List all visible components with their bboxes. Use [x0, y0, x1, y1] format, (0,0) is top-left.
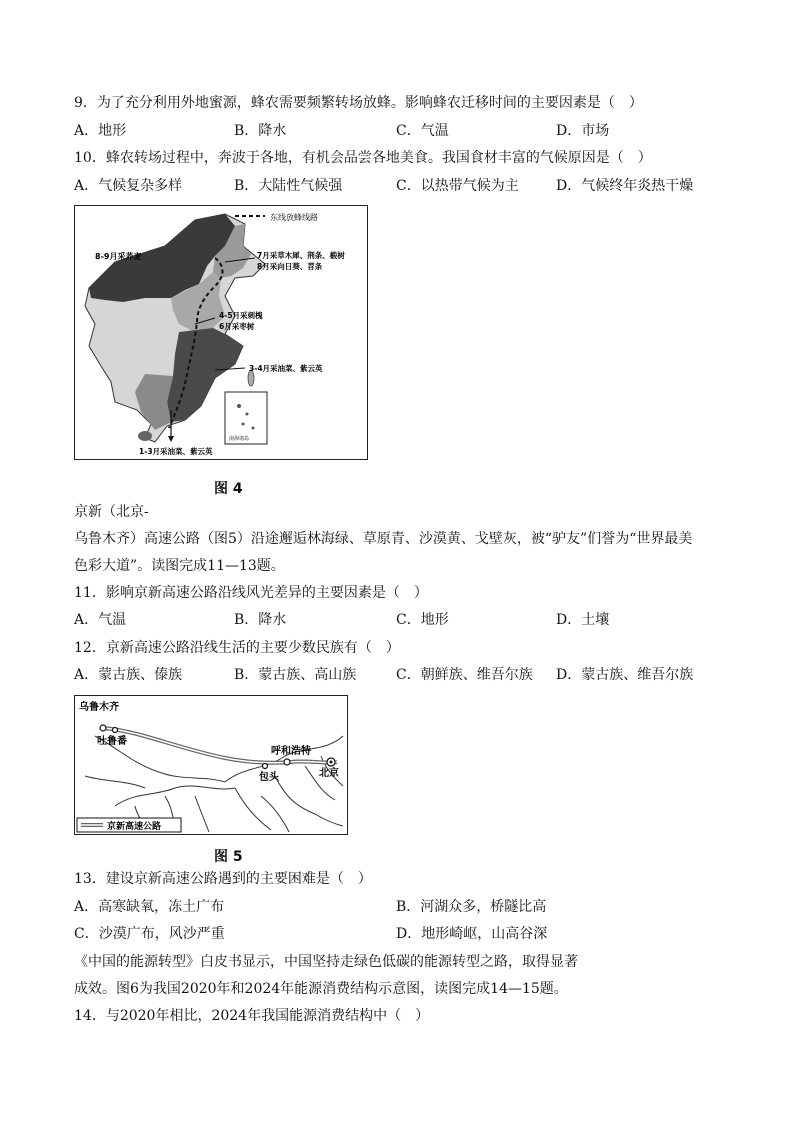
q9-option-d: D．市场: [556, 123, 610, 139]
q11-stem: 11．影响京新高速公路沿线风光差异的主要因素是（ ）: [74, 585, 428, 601]
q11-option-d: D．土壤: [556, 612, 610, 628]
q9-option-c: C．气温: [396, 123, 449, 139]
figure-4-caption: 图 4: [214, 481, 243, 497]
q13-option-a: A．高寒缺氧，冻土广布: [74, 899, 225, 915]
figure-4-label-1: 8-9月采荞麦: [95, 252, 142, 261]
q10-stem: 10．蜂农转场过程中，奔波于各地，有机会品尝各地美食。我国食材丰富的气候原因是（ ）: [74, 150, 652, 166]
q12-option-b: B．蒙古族、高山族: [234, 667, 357, 683]
figure-5-city-baotou: 包头: [259, 772, 279, 783]
q9-option-a: A．地形: [74, 123, 127, 139]
figure-5-city-hohhot: 呼和浩特: [271, 746, 311, 757]
q13-option-c: C．沙漠广布，风沙严重: [74, 926, 225, 942]
figure-4-legend: 东线放蜂线路: [270, 213, 318, 222]
q12-stem: 12．京新高速公路沿线生活的主要少数民族有（ ）: [74, 640, 400, 656]
figure-5-svg: [75, 696, 347, 834]
intro-11-13-line-3: 色彩大道”。读图完成11—13题。: [74, 558, 285, 574]
q9-option-b: B．降水: [234, 123, 287, 139]
figure-4-label-2a: 7月采草木犀、荆条、椴树: [257, 251, 345, 260]
intro-11-13-line-2: 乌鲁木齐）高速公路（图5）沿途邂逅林海绿、草原青、沙漠黄、戈壁灰，被“驴友”们誉为“世界最美: [74, 531, 693, 547]
intro-14-15-line-1: 《中国的能源转型》白皮书显示，中国坚持走绿色低碳的能源转型之路，取得显著: [74, 954, 578, 970]
figure-5-legend-label: 京新高速公路: [107, 822, 162, 832]
figure-5-map: [74, 695, 348, 835]
q10-option-d: D．气候终年炎热干燥: [556, 178, 694, 194]
figure-5-caption: 图 5: [214, 849, 243, 865]
q12-option-c: C．朝鲜族、维吾尔族: [396, 667, 533, 683]
q10-option-c: C．以热带气候为主: [396, 178, 519, 194]
q11-option-c: C．地形: [396, 612, 449, 628]
figure-5-city-beijing: 北京: [319, 768, 339, 779]
intro-14-15-line-2: 成效。图6为我国2020年和2024年能源消费结构示意图，读图完成14—15题。: [74, 981, 568, 997]
figure-5-city-turpan: 吐鲁番: [97, 736, 127, 747]
intro-11-13-line-1: 京新（北京-: [74, 504, 149, 520]
q14-stem: 14．与2020年相比，2024年我国能源消费结构中（ ）: [74, 1008, 430, 1024]
q11-option-b: B．降水: [234, 612, 287, 628]
figure-4-inset-label: 南海诸岛: [229, 436, 250, 442]
figure-4-label-4: 3-4月采油菜、紫云英: [249, 364, 323, 373]
figure-5-city-urumqi: 乌鲁木齐: [79, 702, 119, 713]
q12-option-a: A．蒙古族、傣族: [74, 667, 183, 683]
q12-option-d: D．蒙古族、维吾尔族: [556, 667, 694, 683]
q11-option-a: A．气温: [74, 612, 127, 628]
figure-4-label-5: 1-3月采油菜、紫云英: [139, 447, 213, 456]
figure-4-svg: [75, 206, 367, 459]
q13-option-d: D．地形崎岖，山高谷深: [396, 926, 548, 942]
figure-4-map: [74, 205, 368, 460]
q13-stem: 13．建设京新高速公路遇到的主要困难是（ ）: [74, 871, 372, 887]
figure-4-label-2b: 8月采向日葵、苕条: [257, 262, 323, 271]
figure-4-label-3a: 4-5月采刺槐: [219, 311, 263, 320]
q9-stem: 9．为了充分利用外地蜜源，蜂农需要频繁转场放蜂。影响蜂农迁移时间的主要因素是（ ）: [74, 95, 643, 111]
q13-option-b: B．河湖众多，桥隧比高: [396, 899, 547, 915]
q10-option-a: A．气候复杂多样: [74, 178, 183, 194]
q10-option-b: B．大陆性气候强: [234, 178, 343, 194]
figure-4-label-3b: 6月采枣树: [219, 322, 255, 331]
